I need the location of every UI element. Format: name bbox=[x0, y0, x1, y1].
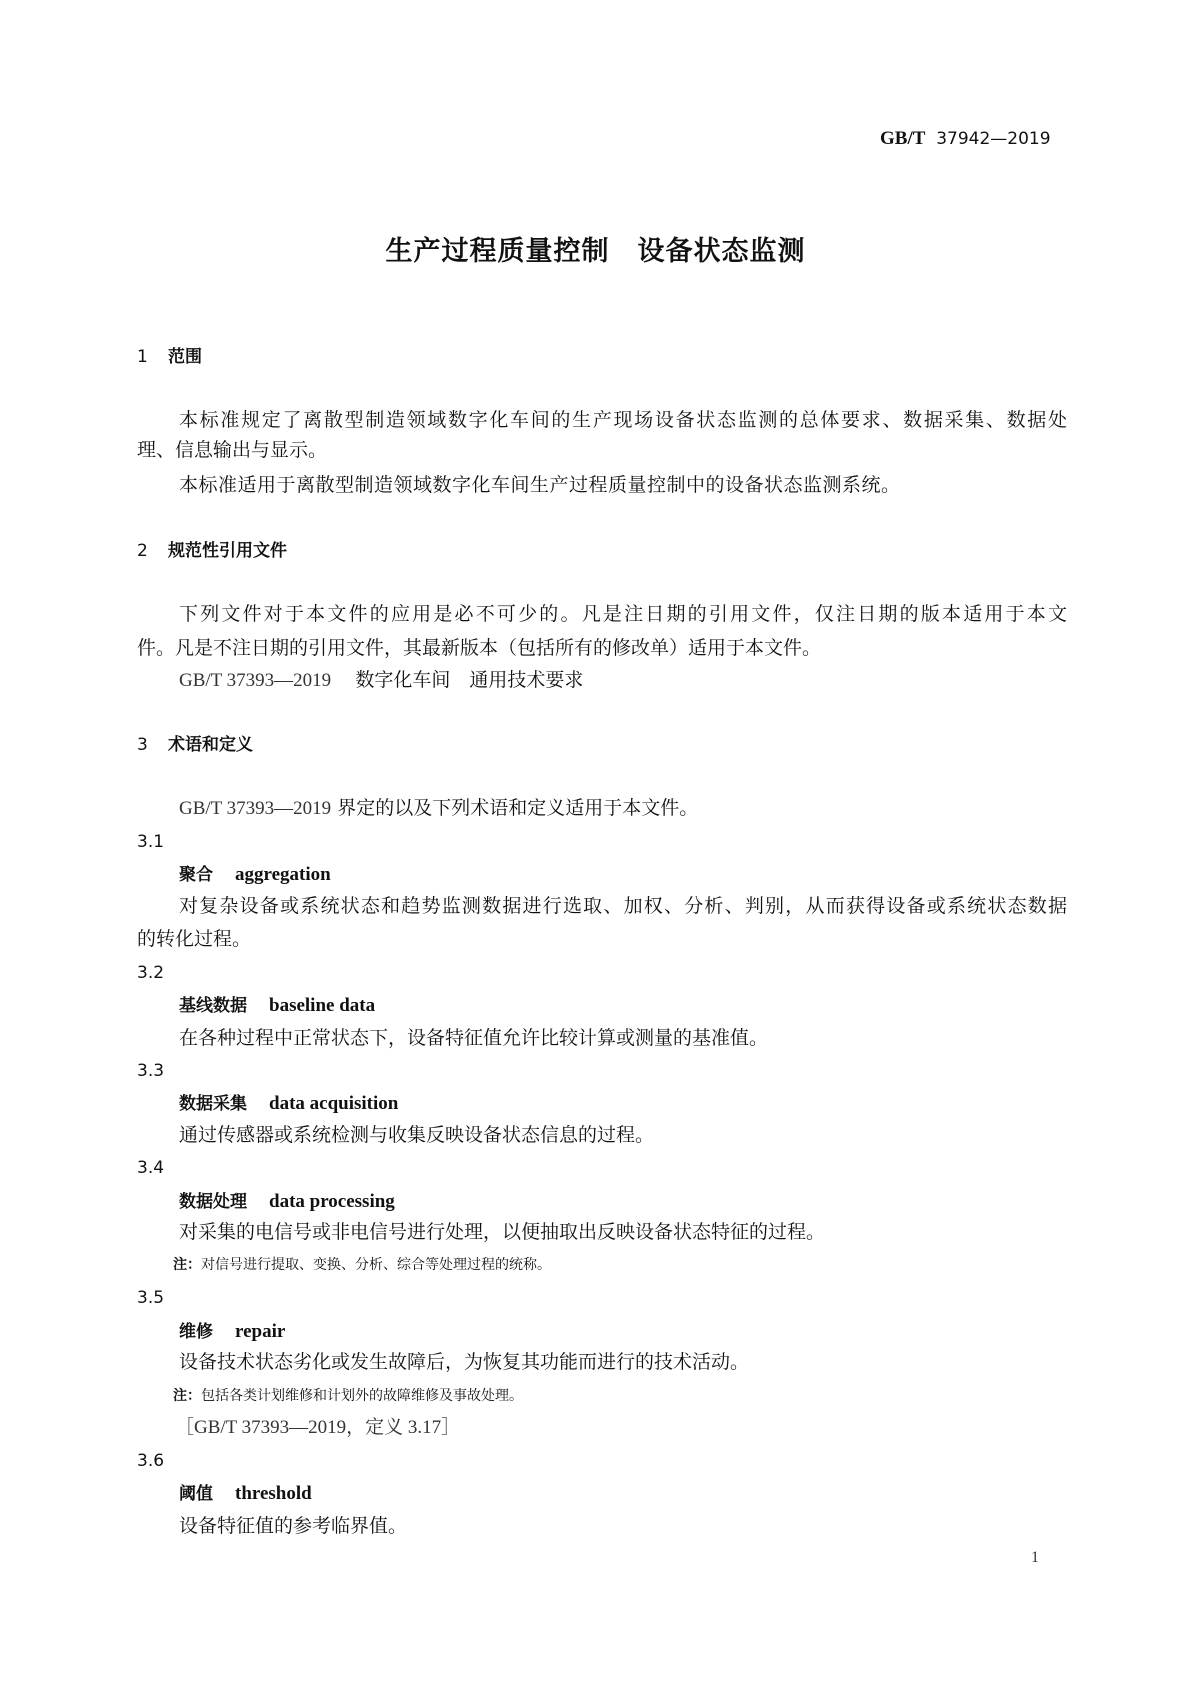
term-en: baseline data bbox=[269, 995, 376, 1016]
section-1-heading bbox=[137, 345, 202, 369]
note-text: 包括各类计划维修和计划外的故障维修及事故处理。 bbox=[201, 1388, 523, 1404]
note-label: 注： bbox=[173, 1388, 201, 1404]
term-number: 3.1 bbox=[137, 832, 165, 852]
term-heading bbox=[179, 863, 331, 887]
section-title: 规范性引用文件 bbox=[168, 541, 287, 561]
term-definition: 对采集的电信号或非电信号进行处理，以便抽取出反映设备状态特征的过程。 bbox=[179, 1221, 826, 1243]
paragraph-line: 件。凡是不注日期的引用文件，其最新版本（包括所有的修改单）适用于本文件。 bbox=[137, 637, 822, 659]
term-definition-line: 对复杂设备或系统状态和趋势监测数据进行选取、加权、分析、判别，从而获得设备或系统状态数据 bbox=[179, 895, 1067, 917]
term-number: 3.2 bbox=[137, 963, 165, 983]
page-title: 生产过程质量控制 设备状态监测 bbox=[385, 236, 806, 267]
term-en: aggregation bbox=[235, 864, 331, 885]
note-label: 注： bbox=[173, 1257, 201, 1273]
term-heading bbox=[179, 1092, 398, 1116]
term-heading bbox=[179, 994, 375, 1018]
standard-prefix: GB/T bbox=[880, 128, 926, 149]
section-3-intro bbox=[179, 796, 698, 821]
term-definition: 设备特征值的参考临界值。 bbox=[179, 1515, 408, 1537]
term-en: threshold bbox=[235, 1483, 312, 1504]
section-number: 2 bbox=[137, 541, 148, 561]
term-heading bbox=[179, 1482, 312, 1506]
section-number: 3 bbox=[137, 735, 148, 755]
term-zh: 维修 bbox=[179, 1322, 213, 1342]
standard-number: 37942—2019 bbox=[936, 129, 1051, 149]
term-en: repair bbox=[235, 1321, 286, 1342]
intro-text: 界定的以及下列术语和定义适用于本文件。 bbox=[337, 797, 699, 819]
reference-title: 数字化车间 通用技术要求 bbox=[355, 669, 584, 691]
standard-code-header bbox=[880, 127, 1051, 151]
term-zh: 数据处理 bbox=[179, 1192, 247, 1212]
term-definition: 设备技术状态劣化或发生故障后，为恢复其功能而进行的技术活动。 bbox=[179, 1351, 750, 1373]
section-title: 术语和定义 bbox=[168, 735, 253, 755]
term-note bbox=[173, 1253, 551, 1277]
term-zh: 聚合 bbox=[179, 865, 213, 885]
paragraph-line: 本标准规定了离散型制造领域数字化车间的生产现场设备状态监测的总体要求、数据采集、数据处 bbox=[179, 409, 1067, 431]
paragraph-line: 理、信息输出与显示。 bbox=[137, 439, 328, 461]
term-zh: 阈值 bbox=[179, 1484, 213, 1504]
term-heading bbox=[179, 1190, 395, 1214]
term-note bbox=[173, 1384, 523, 1408]
term-number: 3.5 bbox=[137, 1288, 165, 1308]
normative-reference bbox=[179, 668, 583, 693]
reference-code: GB/T 37393—2019 bbox=[179, 798, 332, 819]
section-2-heading bbox=[137, 539, 287, 563]
term-zh: 基线数据 bbox=[179, 996, 247, 1016]
term-heading bbox=[179, 1320, 285, 1344]
term-definition: 通过传感器或系统检测与收集反映设备状态信息的过程。 bbox=[179, 1124, 655, 1146]
term-number: 3.4 bbox=[137, 1158, 165, 1178]
term-source: ［GB/T 37393—2019，定义 3.17］ bbox=[175, 1417, 461, 1438]
term-number: 3.3 bbox=[137, 1061, 165, 1081]
term-en: data processing bbox=[269, 1191, 395, 1212]
term-zh: 数据采集 bbox=[179, 1094, 247, 1114]
term-definition-line: 的转化过程。 bbox=[137, 928, 252, 950]
page-number: 1 bbox=[1031, 1549, 1039, 1566]
section-number: 1 bbox=[137, 347, 148, 367]
term-definition: 在各种过程中正常状态下，设备特征值允许比较计算或测量的基准值。 bbox=[179, 1027, 769, 1049]
term-en: data acquisition bbox=[269, 1093, 399, 1114]
section-3-heading bbox=[137, 733, 253, 757]
paragraph-line: 下列文件对于本文件的应用是必不可少的。凡是注日期的引用文件，仅注日期的版本适用于本文 bbox=[179, 603, 1067, 625]
term-number: 3.6 bbox=[137, 1451, 165, 1471]
section-title: 范围 bbox=[168, 347, 202, 367]
paragraph: 本标准适用于离散型制造领域数字化车间生产过程质量控制中的设备状态监测系统。 bbox=[179, 474, 901, 496]
reference-code: GB/T 37393—2019 bbox=[179, 670, 332, 691]
note-text: 对信号进行提取、变换、分析、综合等处理过程的统称。 bbox=[201, 1257, 551, 1273]
